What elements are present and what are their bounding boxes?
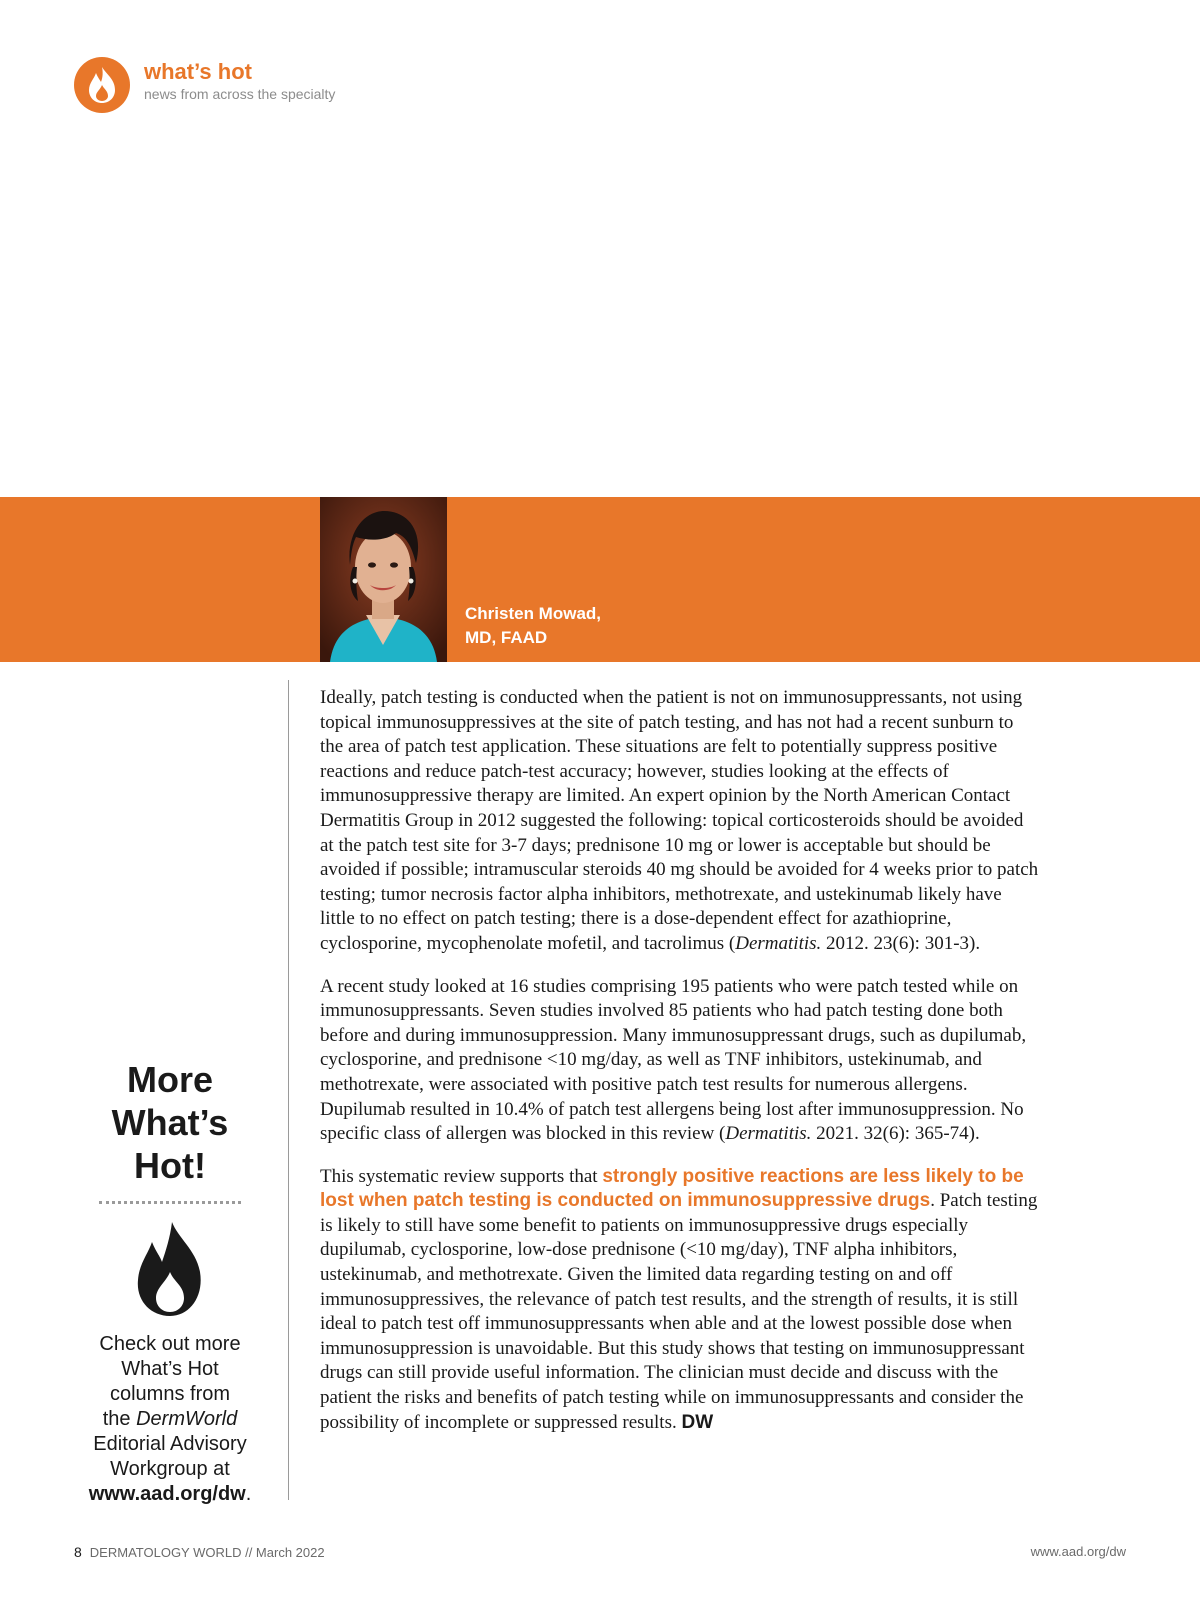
author-portrait [320,497,447,662]
key-finding-highlight: strongly positive reactions are less likely to be lost when patch testing is conducted on immunosuppressive drugs [320,1165,1024,1212]
author-name-line1: Christen Mowad, [465,604,602,623]
sidebar-desc-line2: What’s Hot [121,1358,219,1380]
section-subtitle: news from across the specialty [144,86,336,102]
author-name [465,602,601,650]
p3-text: . Patch testing is likely to still have some benefit to patients on immunosuppressive drugs especially dupilumab, cyclosporine, low-dose prednisone (<10 mg/day), TNF alpha inhibitors, ustekinumab, and methotrexate. Given the limited data regarding testing on and off immunosuppressives, the relevance of patch test results, and the strength of results, it is still ideal to patch test off immunosuppressants when able and at the lowest possible dose when immunosuppression is unavoidable. But this study shows that testing on immunosuppressant drugs can still provide useful information. The clinician must decide and discuss with the patient the risks and benefits of patch testing while on immunosuppressants and consider the possibility of incomplete or suppressed results. [320,1190,1038,1433]
dotted-divider [99,1201,241,1204]
flame-icon [74,57,130,113]
sidebar-desc-line6: Workgroup at [110,1458,230,1480]
sidebar-link[interactable]: www.aad.org/dw [88,1483,246,1505]
sidebar-callout [80,1058,260,1507]
publication-name: DermWorld [136,1408,238,1430]
p3-intro: This systematic review supports that [320,1165,603,1187]
end-mark: DW [681,1411,714,1433]
column-divider [288,680,289,1500]
footer-left [74,1544,325,1560]
sidebar-title-line3: Hot! [134,1145,206,1186]
sidebar-desc-line3: columns from [109,1383,231,1405]
sidebar-desc-line1: Check out more [99,1333,241,1355]
article-paragraph-2 [320,975,1040,1147]
sidebar-title-line1: More [126,1059,213,1100]
sidebar-title-line2: What’s [111,1102,229,1143]
publication-info: DERMATOLOGY WORLD // March 2022 [89,1545,325,1560]
p2-citation: 2021. 32(6): 365-74). [811,1123,980,1145]
section-header [74,55,335,111]
sidebar-title [80,1058,260,1187]
p2-text: A recent study looked at 16 studies comprising 195 patients who were patch tested while on immunosuppressants. Seven studies involved 85 patients who had patch testing done both before and during immunosuppression. Many immunosuppressant drugs, such as dupilumab, cyclosporine, and prednisone <10 mg/day, as well as TNF inhibitors, ustekinumab, and methotrexate, were associated with positive patch test results for numerous allergens. Dupilumab resulted in 10.4% of patch test allergens being lost after immunosuppression. No specific class of allergen was blocked in this review ( [320,975,1027,1145]
sidebar-desc-line4: the [102,1408,137,1430]
p2-journal: Dermatitis. [725,1123,812,1145]
sidebar-desc-line5: Editorial Advisory [93,1433,247,1455]
sidebar-description [80,1332,260,1507]
p1-text: Ideally, patch testing is conducted when the patient is not on immunosuppressants, not using topical immunosuppressives at the site of patch testing, and has not had a recent sunburn to the area of patch test application. These situations are felt to potentially suppress positive reactions and reduce patch-test accuracy; however, studies looking at the effects of immunosuppressive therapy are limited. An expert opinion by the North American Contact Dermatitis Group in 2012 suggested the following: topical corticosteroids should be avoided at the patch test site for 3-7 days; prednisone 10 mg or lower is acceptable but should be avoided if possible; intramuscular steroids 40 mg should be avoided for 4 weeks prior to patch testing; tumor necrosis factor alpha inhibitors, methotrexate, and ustekinumab likely have little to no effect on patch testing; there is a dose-dependent effect for azathioprine, cyclosporine, mycophenolate mofetil, and tacrolimus ( [320,687,1039,954]
page-number: 8 [74,1544,82,1560]
p1-citation: 2012. 23(6): 301-3). [821,932,981,954]
article-body [320,686,1040,1453]
sidebar-period: . [245,1483,252,1505]
flame-icon [134,1220,206,1318]
article-paragraph-1 [320,686,1040,957]
author-credentials: MD, FAAD [465,628,548,647]
article-paragraph-3 [320,1165,1040,1436]
footer-url[interactable]: www.aad.org/dw [1030,1544,1126,1559]
section-title: what’s hot [144,59,252,84]
p1-journal: Dermatitis. [735,932,822,954]
